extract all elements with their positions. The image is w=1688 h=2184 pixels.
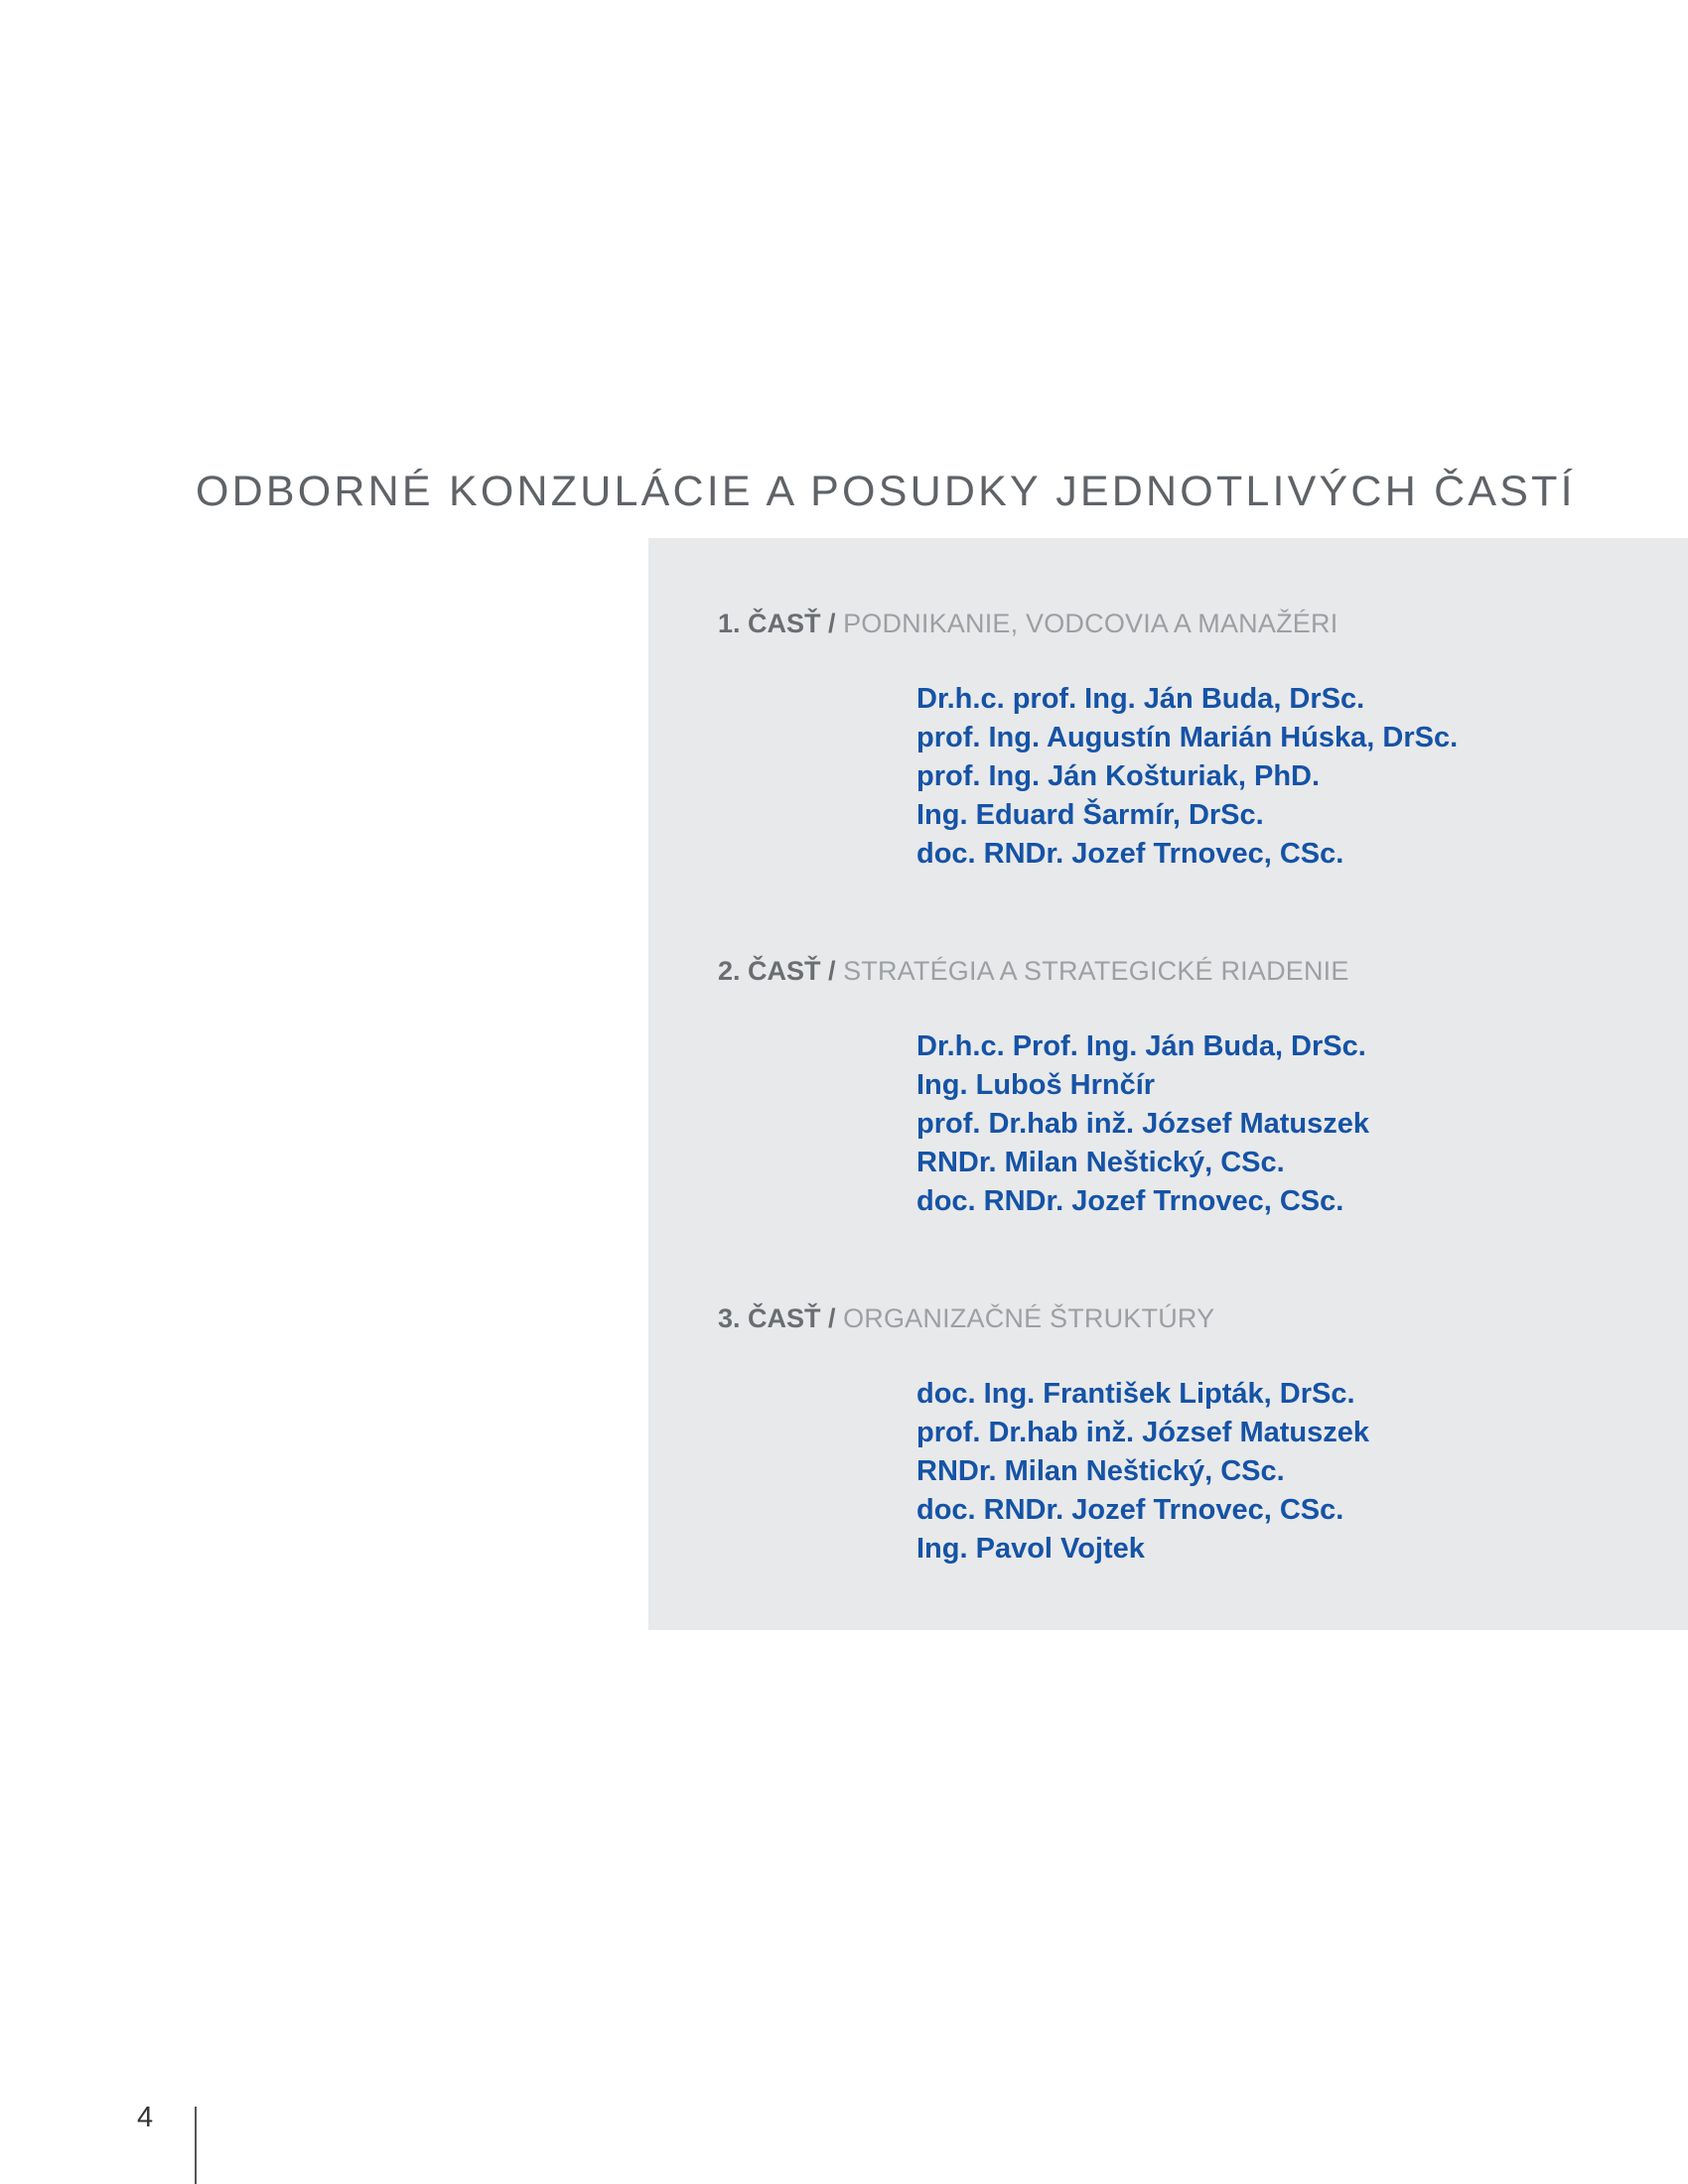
consultant-name: RNDr. Milan Neštický, CSc.: [916, 1147, 1285, 1178]
section-heading: [718, 1298, 1369, 1338]
consultant-name: RNDr. Milan Neštický, CSc.: [916, 1455, 1285, 1487]
section-3: [718, 1298, 1369, 1569]
consultant-name: doc. RNDr. Jozef Trnovec, CSc.: [916, 1494, 1344, 1526]
consultant-name: prof. Dr.hab inž. József Matuszek: [916, 1108, 1370, 1140]
section-2: [718, 951, 1369, 1221]
section-heading: [718, 951, 1369, 991]
page-title: ODBORNÉ KONZULÁCIE A POSUDKY JEDNOTLIVÝCH ČASTÍ: [196, 467, 1576, 515]
section-number: 2. ČASŤ: [718, 956, 821, 986]
consultant-name: prof. Ing. Augustín Marián Húska, DrSc.: [916, 722, 1459, 753]
section-number: 3. ČASŤ: [718, 1303, 821, 1333]
section-separator: /: [828, 956, 836, 986]
section-separator: /: [828, 1303, 836, 1333]
consultant-list: [916, 1027, 1369, 1221]
consultant-name: doc. RNDr. Jozef Trnovec, CSc.: [916, 838, 1344, 870]
section-1: [718, 604, 1458, 874]
section-heading: [718, 604, 1458, 643]
consultant-name: Ing. Pavol Vojtek: [916, 1533, 1145, 1565]
page-number: 4: [137, 2102, 154, 2133]
consultant-list: [916, 680, 1458, 874]
section-title: ORGANIZAČNÉ ŠTRUKTÚRY: [843, 1303, 1215, 1333]
consultants-panel: [648, 538, 1688, 1630]
section-title: STRATÉGIA A STRATEGICKÉ RIADENIE: [843, 956, 1349, 986]
section-number: 1. ČASŤ: [718, 609, 821, 638]
consultant-name: Ing. Eduard Šarmír, DrSc.: [916, 799, 1264, 831]
consultant-list: [916, 1375, 1369, 1569]
consultant-name: doc. RNDr. Jozef Trnovec, CSc.: [916, 1185, 1344, 1217]
consultant-name: Ing. Luboš Hrnčír: [916, 1069, 1156, 1101]
consultant-name: doc. Ing. František Lipták, DrSc.: [916, 1378, 1355, 1410]
section-title: PODNIKANIE, VODCOVIA A MANAŽÉRI: [843, 609, 1338, 638]
page-number-divider: [195, 2107, 197, 2184]
consultant-name: Dr.h.c. Prof. Ing. Ján Buda, DrSc.: [916, 1030, 1366, 1062]
consultant-name: prof. Dr.hab inž. József Matuszek: [916, 1417, 1370, 1448]
consultant-name: Dr.h.c. prof. Ing. Ján Buda, DrSc.: [916, 683, 1365, 715]
section-separator: /: [828, 609, 836, 638]
consultant-name: prof. Ing. Ján Košturiak, PhD.: [916, 760, 1321, 792]
